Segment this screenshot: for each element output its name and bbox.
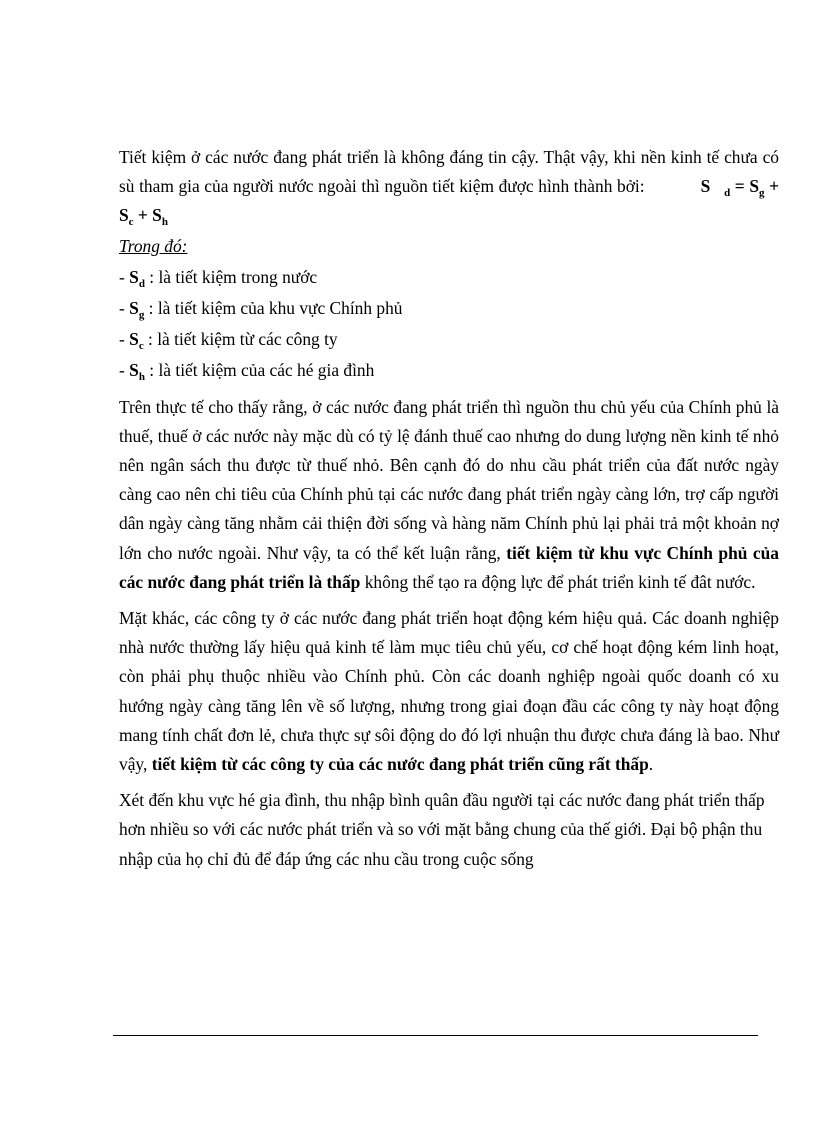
emphasis-government: tiết kiệm từ khu vực Chính phủ của các nước đang phát triển là thấp xyxy=(119,542,779,592)
intro-text: Tiết kiệm ở các nước đang phát triển là không đáng tin cậy. Thật vậy, khi nền kinh tế chưa có sù tham gia của người nước ngoài thì nguồn tiết kiệm được hình thành bởi: xyxy=(119,147,779,197)
formula-t2: S xyxy=(119,205,129,226)
paragraph-government: Trên thực tế cho thấy rằng, ở các nước đang phát triển thì nguồn thu chủ yếu của Chính phủ là thuế, thuế ở các nước này mặc dù có tỷ lệ đánh thuế cao nhưng do dung lượng nền kinh tế nhỏ nên ngân sách thu được từ thuế nhỏ. Bên cạnh đó do nhu cầu phát triển của đất nước ngày càng cao nên chi tiêu của Chính phủ tại các nước đang phát triển ngày càng lớn, trợ cấp người dân ngày càng tăng nhằm cải thiện đời sống và hàng năm Chính phủ lại phải trả một khoản nợ lớn cho nước ngoài. Như vậy, ta có thể kết luận rằng, tiết kiệm từ khu vực Chính phủ của các nước đang phát triển là thấp không thể tạo ra động lực để phát triển kinh tế đât nước. xyxy=(119,396,779,592)
definition-item: - $S_c$ : là tiết kiệm từ các công ty xyxy=(119,328,338,352)
definition-item: - $S_d$ : là tiết kiệm trong nước xyxy=(119,266,318,290)
formula-t3: S xyxy=(152,205,162,226)
definition-item: - $S_g$ : là tiết kiệm của khu vực Chính phủ xyxy=(119,297,403,321)
formula-t1-sub: g xyxy=(759,187,765,200)
trong-do-heading: Trong đó: xyxy=(119,235,188,256)
formula-lhs-sub: d xyxy=(724,187,731,200)
body-text xyxy=(119,143,779,874)
formula-eq: = xyxy=(730,176,750,197)
formula-t1: S xyxy=(749,176,759,197)
definition-item: - $S_h$ : là tiết kiệm của các hé gia đình xyxy=(119,359,375,383)
formula-t3-sub: h xyxy=(161,216,168,229)
formula-t2-sub: c xyxy=(128,216,134,229)
formula-plus2: + xyxy=(133,205,153,226)
paragraph-households: Xét đến khu vực hé gia đình, thu nhập bình quân đầu người tại các nước đang phát triển thấp hơn nhiều so với các nước phát triển và so với mặt bằng chung của thế giới. Đại bộ phận thu nhập của họ chỉ đủ để đáp ứng các nhu cầu trong cuộc sống xyxy=(119,790,765,869)
emphasis-companies: tiết kiệm từ các công ty của các nước đang phát triển cũng rất thấp xyxy=(151,754,649,775)
formula-plus1: + xyxy=(764,176,780,197)
paragraph-intro xyxy=(119,143,779,231)
paragraph-companies: Mặt khác, các công ty ở các nước đang phát triển hoạt động kém hiệu quả. Các doanh nghiệp nhà nước thường lấy hiệu quả kinh tế làm mục tiêu chủ yếu, cơ chế hoạt động kém linh hoạt, còn phải phụ thuộc nhiều vào Chính phủ. Còn các doanh nghiệp ngoài quốc doanh có xu hướng ngày càng tăng lên về số lượng, nhưng trong giai đoạn đầu các công ty này hoạt động mang tính chất đơn lẻ, chưa thực sự sôi động do đó lợi nhuận thu được chưa đáng là bao. Như vậy, tiết kiệm từ các công ty của các nước đang phát triển cũng rất thấp. xyxy=(119,608,779,775)
footer-rule xyxy=(113,1035,758,1036)
formula-lhs: S xyxy=(700,176,711,197)
